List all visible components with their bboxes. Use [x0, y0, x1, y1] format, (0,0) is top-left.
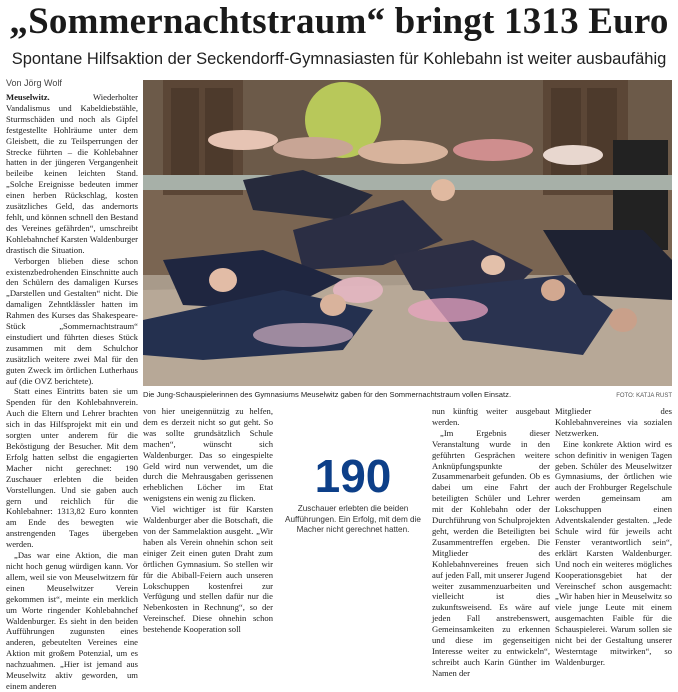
article-column-4 — [555, 406, 672, 667]
article-column-2 — [143, 406, 273, 635]
article-column-1 — [6, 92, 138, 691]
subheadline: Spontane Hilfsaktion der Seckendorff-Gymnasiasten für Kohlebahn ist weiter ausbaufähig — [11, 50, 667, 68]
infobox-number: 190 — [314, 450, 392, 502]
paragraph: von hier uneigennützig zu helfen, dem es derzeit nicht so gut geht. So was sollte grundsätzlich Schule machen“, wünscht sich Waldenburger. Das so eingespielte Geld wird nun verwendet, um die durch die Mehrausgaben gerissenen erheblichen Löcher im Etat wenigstens ein wenig zu flicken. — [143, 406, 273, 504]
dateline: Meuselwitz. — [6, 92, 50, 102]
photo-credit: FOTO: KATJA RUST — [616, 393, 672, 399]
headline: „Sommernachtstraum“ bringt 1313 Euro — [9, 1, 669, 42]
paragraph: Mitglieder des Kohlebahnvereines via sozialen Netzwerken. — [555, 406, 672, 438]
paragraph: Statt eines Eintritts baten sie um Spenden für den Kohlebahnverein. Auch die Eltern und Lehrer brachten sich in das Hilfsprojekt mit ein und sorgten unter anderem für die Beköstigung der Besucher. Mit dem Erfolg hatten selbst die engagierten Macher nicht gerechnet: 190 Zuschauer erlebten die beiden Vorstellungen. Und sie gaben auch gern und reichlich für die Kohlebahner: 1313,82 Euro konnten am Ende des bewegten wie anstrengenden Tages übergeben werden. — [6, 386, 138, 550]
caption-text: Die Jung-Schauspielerinnen des Gymnasiums Meuselwitz gaben für den Sommernachtstraum vollen Einsatz. — [143, 390, 512, 399]
paragraph: Eine konkrete Aktion wird es schon definitiv in wenigen Tagen geben. Schüler des Meuselwitzer Gymnasiums, der örtlichen wie auch der Frohburger Regelschule werden gemeinsam am Lokschuppen einen Adventskalender gestalten. „Jede Schule wird für jeweils acht Fenster verantwortlich sein“, erklärt Karsten Waldenburger. Und noch ein weiteres mögliches Kooperationsgebiet hat der Vereinschef schon ausgemacht: „Wir haben hier in Meuselwitz so viele junge Leute mit einem ausgemachten Faible für die Schauspielerei. Warum sollen sie nicht bei der Gestaltung unserer Westerntage mitwirken“, so Waldenburger. — [555, 438, 672, 667]
paragraph: „Das war eine Aktion, die man nicht hoch genug würdigen kann. Vor allem, weil sie von Meuselwitzern für einen Meuselwitzer Verein gekommen ist“, meinte ein merklich um Worte ringender Kohlebahnchef Waldenburger. Es sieht in den beiden Aufführungen zugunsten eines anderen, gebeutelten Vereines eine Aktion mit großem Potenzial, um es nachzuahmen. „Hier ist jemand aus Meuselwitz aktiv geworden, um einem anderen — [6, 550, 138, 691]
paragraph: nun künftig weiter ausgebaut werden. — [432, 406, 550, 427]
stage-photo-illustration — [143, 80, 672, 386]
byline: Von Jörg Wolf — [6, 78, 62, 88]
paragraph: Viel wichtiger ist für Karsten Waldenburger aber die Botschaft, die von der Sammelaktion ausgeht. „Wir haben als Verein ohnehin schon seit einiger Zeit einen guten Draht zum örtlichen Gymnasium. So stellen wir für die Abiball-Feiern auch unseren Lokschuppen kostenfrei zur Verfügung und stellen dafür nur die Nebenkosten in Rechnung“, so der Vereinschef. Diese ohnehin schon bestehende Kooperation soll — [143, 504, 273, 635]
paragraph: Meuselwitz. Wiederholter Vandalismus und Kabeldiebstähle, Sturmschäden und noch als Gipfel festgestellte Hohlräume unter dem Gleisbett, die zu Teilsperrungen der Strecke führten – die Kohlebahner hatten in der jüngeren Vergangenheit beileibe keinen leichten Stand. „Solche Ereignisse bedeuten immer einen herben Rückschlag, kosten zusätzliches Geld, das andernorts fehlt, und können schnell den Bestand des Vereines gefährden“, umschreibt Kohlebahnchef Karsten Waldenburger drastisch die Situation. — [6, 92, 138, 255]
article-photo — [143, 80, 672, 386]
paragraph: Verborgen blieben diese schon existenzbedrohenden Einschnitte auch den Schülern des damaligen Kurses „Darstellen und Gestalten“ nicht. Die damaligen Zehntklässler hatten im Rahmen des Kurses das Shakespeare-Stück „Sommernachtstraum“ einstudiert und führten dieses Stück zusammen mit dem Schulchor zusätzlich weitere zwei Mal für den guten Zweck im örtlichen Lutherhaus auf (die OVZ berichtete). — [6, 255, 138, 386]
photo-caption — [143, 390, 672, 400]
article-column-3 — [432, 406, 550, 678]
infobox-text: Zuschauer erlebten die beiden Aufführungen. Ein Erfolg, mit dem die Macher nicht gerechnet hatten. — [285, 504, 421, 535]
paragraph: „Im Ergebnis dieser Veranstaltung wurde in den geführten Gesprächen weitere Anknüpfungspunkte der Zusammenarbeit gefunden. Ob es dabei um eine Fahrt der beteiligten Schüler und Lehrer mit der Kohlebahn oder der Durchführung von Schulprojekten geht, werden die Beteiligten bei Zusammentreffen ergeben. Die Mitglieder des Kohlebahnvereines freuen sich auf jeden Fall, mit unserer Jugend weiter zusammenzuarbeiten und vielleicht ist dies zukunftsweisend. Es wäre auf jeden Fall anstrebenswert, Gemeinsamkeiten zu erkennen und diese im gegenseitigen Interesse weiter zu entwickeln“, schreibt auch Karin Günther im Namen der — [432, 427, 550, 678]
